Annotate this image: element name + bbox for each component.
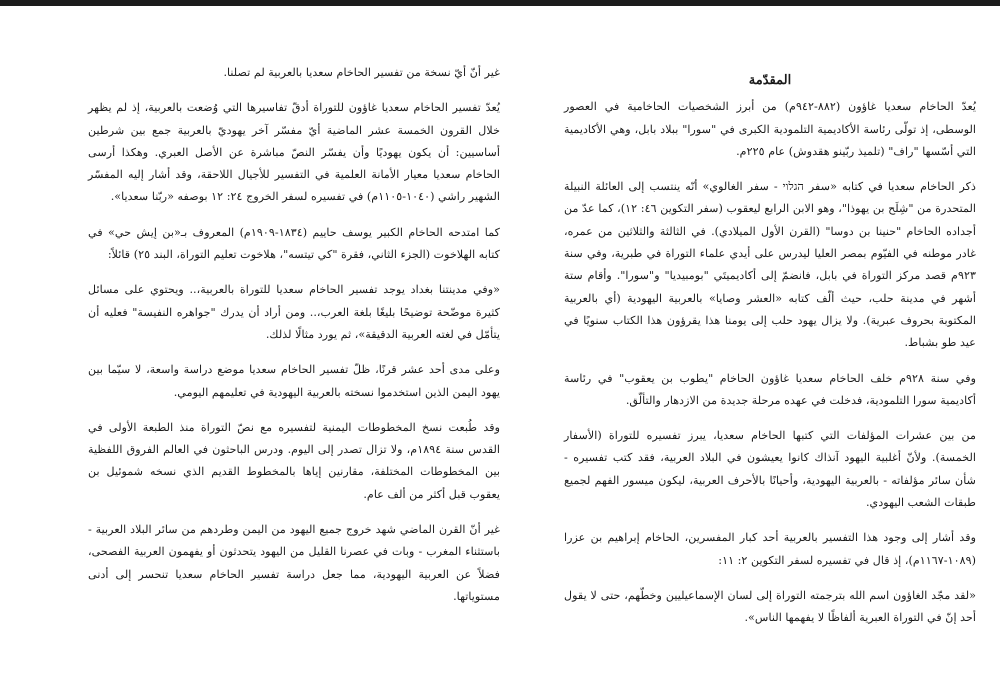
right-page — [564, 62, 976, 643]
paragraph: يُعدّ تفسير الحاخام سعديا غاؤون للتوراة أدقّ تفاسيرها التي وُضعت بالعربية، إذ لم يظهر خلال القرون الخمسة عشر الماضية أيّ مفسّر آخر يهوديّ بالعربية جمع بين شرطين أساسيين: أن يكون يهوديًا وأن يفسّر النصّ مباشرة عن الأصل العبري. وهكذا أرسى الحاخام سعديا معيار الأمانة العلمية في التفسير للأجيال اللاحقة، وقد أشار إليه المفسّر الشهير راشي (١٠٤٠-١١٠٥م) في تفسيره لسفر الخروج ٢٤: ١٢ بوصفه «ربّنا سعديا». — [88, 101, 500, 204]
page-heading: المقدّمة — [748, 73, 792, 88]
quote-paragraph: «لقد مجّد الغاؤون اسم الله بترجمته التوراة إلى لسان الإسماعيليين وخطّهم، حتى لا يقول أحد إنّ في التوراة العبرية ألفاظًا لا يفهمها الناس». — [564, 588, 976, 625]
paragraph: ذكر الحاخام سعديا في كتابه «سفر הגלוי - سفر الغالوي» أنّه ينتسب إلى العائلة النبيلة المتحدرة من "شِلَح بن يهوذا"، وهو الابن الرابع ليعقوب (سفر التكوين ٤٦: ١٢)، كما عدّ من أجداده الحاخام "حنينا بن دوسا" (القرن الأول الميلادي). في الثالثة والثلاثين من عمره، غادر موطنه في الفيّوم بمصر العليا ليدرس على أيدي علماء التوراة في طبرية، وفي سنة ٩٢٣م قصد مركز التوراة في بابل، فانضمّ إلى أكاديميتَي "بومبيديا" و"سورا". وأقام ستة أشهر في مدينة حلب، حيث ألّف كتابه «العشر وصايا» بالعربية اليهودية (أي بالعربية المكتوبة بحروف عبرية). ولا يزال يهود حلب إلى يومنا هذا يقرؤون هذا الكتاب سنويًا في عيد طو بشباط. — [564, 180, 977, 350]
paragraph: من بين عشرات المؤلفات التي كتبها الحاخام سعديا، يبرز تفسيره للتوراة (الأسفار الخمسة). ولأنّ أغلبية اليهود آنذاك كانوا يعيشون في البلاد العربية، فقد كتب تفسيره - شأن سائر مؤلفاته - بالعربية اليهودية، وأحيانًا بالأحرف العربية، ليكون ميسور الفهم لجميع طبقات الشعب اليهودي. — [564, 429, 976, 510]
paragraph: غير أنّ أيّ نسخة من تفسير الحاخام سعديا بالعربية لم تصلنا. — [223, 66, 500, 79]
paragraph: كما امتدحه الحاخام الكبير يوسف حاييم (١٨٣٤-١٩٠٩م) المعروف بـ«بن إيش حي» في كتابه الهلاخوت (الجزء الثاني، فقرة "كي تيتسه"، هلاخوت تعليم التوراة، البند ٢٥) قائلاً: — [88, 225, 500, 262]
paragraph: يُعدّ الحاخام سعديا غاؤون (٨٨٢-٩٤٢م) من أبرز الشخصيات الحاخامية في العصور الوسطى، إذ تولّى رئاسة الأكاديمية التلمودية الكبرى في "سورا" ببلاد بابل، وهي الأكاديمية التي أسّسها "راف" (تلميذ ربّينو هقدوش) عام ٢٢٥م. — [564, 100, 976, 158]
paragraph: وفي سنة ٩٢٨م خلف الحاخام سعديا غاؤون الحاخام "يطوب بن يعقوب" في رئاسة أكاديمية سورا التلمودية، فدخلت في عهده مرحلة جديدة من الازدهار والتألّق. — [564, 371, 977, 407]
left-page — [88, 62, 500, 621]
top-border-rule — [0, 0, 1000, 6]
quote-paragraph: «وفي مدينتنا بغداد يوجد تفسير الحاخام سعديا للتوراة بالعربية،.. ويحتوي على مسائل كثيرة موضّحة توضيحًا بليغًا بلغة العرب،.. ومن أراد أن يدرك "جواهره النفيسة" فعليه أن يتأمّل في لغته العربية الدقيقة»، ثم يورد مثالًا لذلك. — [88, 283, 500, 341]
paragraph: غير أنّ القرن الماضي شهد خروج جميع اليهود من اليمن وطردهم من سائر البلاد العربية - باستثناء المغرب - وبات في عصرنا القليل من اليهود يتحدثون أو يفهمون العربية الفصحى، فضلاً عن العربية اليهودية، مما جعل دراسة تفسير الحاخام سعديا تنحسر إلى أدنى مستوياتها. — [88, 523, 500, 603]
paragraph: وعلى مدى أحد عشر قرنًا، ظلّ تفسير الحاخام سعديا موضع دراسة واسعة، لا سيّما بين يهود اليمن الذين استخدموا نسخته بالعربية اليهودية في تعليمهم اليومي. — [88, 363, 500, 399]
paragraph: وقد أشار إلى وجود هذا التفسير بالعربية أحد كبار المفسرين، الحاخام إبراهيم بن عزرا (١٠٨٩-١١٦٧م)، إذ قال في تفسيره لسفر التكوين ٢: ١١: — [564, 531, 976, 567]
paragraph: وقد طُبعت نسخ المخطوطات اليمنية لتفسيره مع نصّ التوراة منذ الطبعة الأولى في القدس سنة ١٨٩٤م، ولا تزال تصدر إلى اليوم. ودرس الباحثون في العالم الفروق اللفظية بين المخطوطات المختلفة، مقارنين إياها بالمخطوط القديم الذي نسخه شموئيل بن يعقوب قبل أكثر من ألف عام. — [88, 420, 500, 501]
